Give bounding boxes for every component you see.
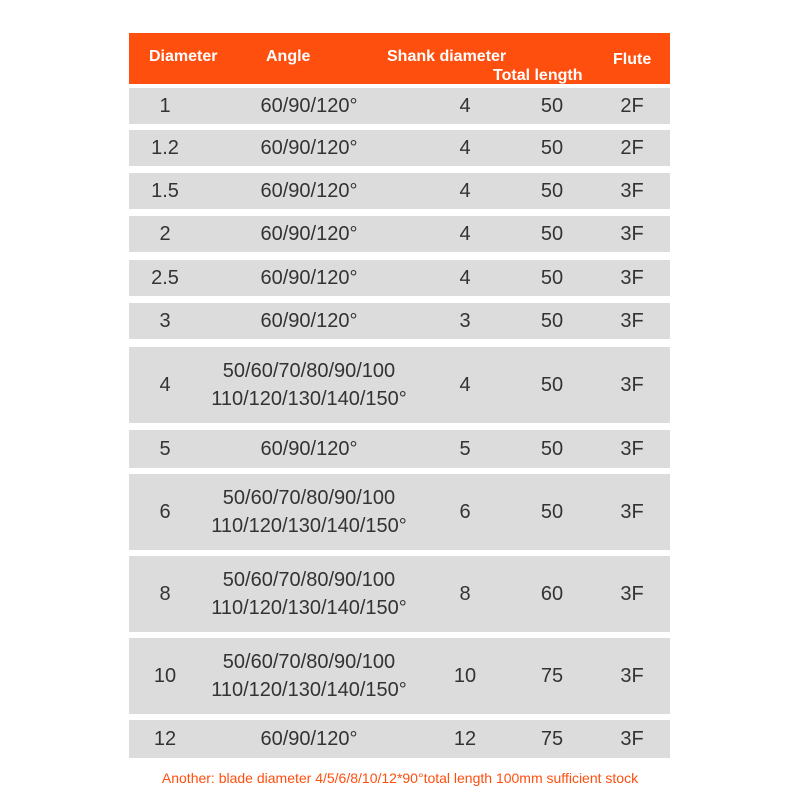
- cell-flute: 3F: [620, 727, 644, 750]
- angle-line: 50/60/70/80/90/100: [222, 569, 396, 591]
- angle-line: 60/90/120°: [260, 95, 358, 117]
- cell-flute: 3F: [620, 222, 644, 245]
- angle-line: 60/90/120°: [260, 310, 358, 332]
- cell-flute: 3F: [620, 437, 644, 460]
- cell-diameter: 10: [153, 664, 177, 687]
- cell-angle: [179, 260, 439, 296]
- footnote: Another: blade diameter 4/5/6/8/10/12*90°total length 100mm sufficient stock: [161, 770, 639, 786]
- angle-line: 50/60/70/80/90/100: [222, 651, 396, 673]
- cell-diameter: 8: [159, 582, 171, 605]
- cell-total-length: 50: [540, 500, 564, 523]
- cell-flute: 3F: [620, 500, 644, 523]
- cell-shank-diameter: 4: [459, 179, 471, 202]
- table-row: [129, 173, 670, 209]
- cell-total-length: 75: [540, 727, 564, 750]
- header-angle: Angle: [266, 48, 311, 65]
- cell-shank-diameter: 4: [459, 373, 471, 396]
- angle-line: 110/120/130/140/150°: [211, 388, 407, 410]
- cell-diameter: 2.5: [151, 266, 179, 289]
- table-row: [129, 556, 670, 632]
- cell-angle: [179, 88, 439, 124]
- cell-angle: [179, 303, 439, 339]
- cell-flute: 3F: [620, 266, 644, 289]
- cell-shank-diameter: 10: [453, 664, 477, 687]
- cell-angle: [179, 430, 439, 468]
- cell-shank-diameter: 5: [459, 437, 471, 460]
- cell-shank-diameter: 4: [459, 136, 471, 159]
- angle-line: 60/90/120°: [260, 180, 358, 202]
- cell-flute: 3F: [620, 664, 644, 687]
- header-total-length: Total length: [493, 67, 583, 84]
- table-row: [129, 260, 670, 296]
- angle-line: 60/90/120°: [260, 223, 358, 245]
- table-row: [129, 347, 670, 423]
- cell-angle: [179, 556, 439, 632]
- angle-line: 60/90/120°: [260, 728, 358, 750]
- angle-line: 50/60/70/80/90/100: [222, 487, 396, 509]
- table-row: [129, 430, 670, 468]
- cell-flute: 3F: [620, 582, 644, 605]
- cell-shank-diameter: 4: [459, 94, 471, 117]
- cell-total-length: 60: [540, 582, 564, 605]
- cell-shank-diameter: 8: [459, 582, 471, 605]
- cell-total-length: 50: [540, 222, 564, 245]
- cell-angle: [179, 173, 439, 209]
- angle-line: 110/120/130/140/150°: [211, 515, 407, 537]
- cell-shank-diameter: 6: [459, 500, 471, 523]
- cell-angle: [179, 130, 439, 166]
- header-flute: Flute: [613, 51, 652, 68]
- cell-angle: [179, 474, 439, 550]
- table-row: [129, 88, 670, 124]
- table-header: [129, 33, 670, 84]
- cell-diameter: 1: [159, 94, 171, 117]
- cell-diameter: 1.5: [151, 179, 179, 202]
- angle-line: 60/90/120°: [260, 137, 358, 159]
- cell-total-length: 50: [540, 179, 564, 202]
- cell-diameter: 4: [159, 373, 171, 396]
- cell-total-length: 50: [540, 136, 564, 159]
- cell-shank-diameter: 12: [453, 727, 477, 750]
- cell-shank-diameter: 3: [459, 309, 471, 332]
- cell-diameter: 1.2: [151, 136, 179, 159]
- table-row: [129, 720, 670, 758]
- cell-total-length: 50: [540, 266, 564, 289]
- table-row: [129, 130, 670, 166]
- cell-angle: [179, 216, 439, 252]
- header-shank-diameter: Shank diameter: [387, 48, 507, 65]
- cell-total-length: 50: [540, 309, 564, 332]
- cell-flute: 3F: [620, 373, 644, 396]
- cell-diameter: 6: [159, 500, 171, 523]
- table-row: [129, 303, 670, 339]
- angle-line: 60/90/120°: [260, 267, 358, 289]
- table-row: [129, 216, 670, 252]
- cell-shank-diameter: 4: [459, 222, 471, 245]
- cell-angle: [179, 347, 439, 423]
- table-row: [129, 638, 670, 714]
- cell-diameter: 2: [159, 222, 171, 245]
- cell-shank-diameter: 4: [459, 266, 471, 289]
- cell-diameter: 5: [159, 437, 171, 460]
- header-diameter: Diameter: [149, 48, 218, 65]
- cell-angle: [179, 638, 439, 714]
- cell-flute: 3F: [620, 309, 644, 332]
- cell-total-length: 75: [540, 664, 564, 687]
- cell-diameter: 12: [153, 727, 177, 750]
- cell-flute: 2F: [620, 94, 644, 117]
- cell-diameter: 3: [159, 309, 171, 332]
- cell-total-length: 50: [540, 94, 564, 117]
- angle-line: 60/90/120°: [260, 438, 358, 460]
- angle-line: 110/120/130/140/150°: [211, 679, 407, 701]
- cell-flute: 2F: [620, 136, 644, 159]
- cell-angle: [179, 720, 439, 758]
- cell-total-length: 50: [540, 437, 564, 460]
- table-row: [129, 474, 670, 550]
- cell-total-length: 50: [540, 373, 564, 396]
- angle-line: 110/120/130/140/150°: [211, 597, 407, 619]
- cell-flute: 3F: [620, 179, 644, 202]
- angle-line: 50/60/70/80/90/100: [222, 360, 396, 382]
